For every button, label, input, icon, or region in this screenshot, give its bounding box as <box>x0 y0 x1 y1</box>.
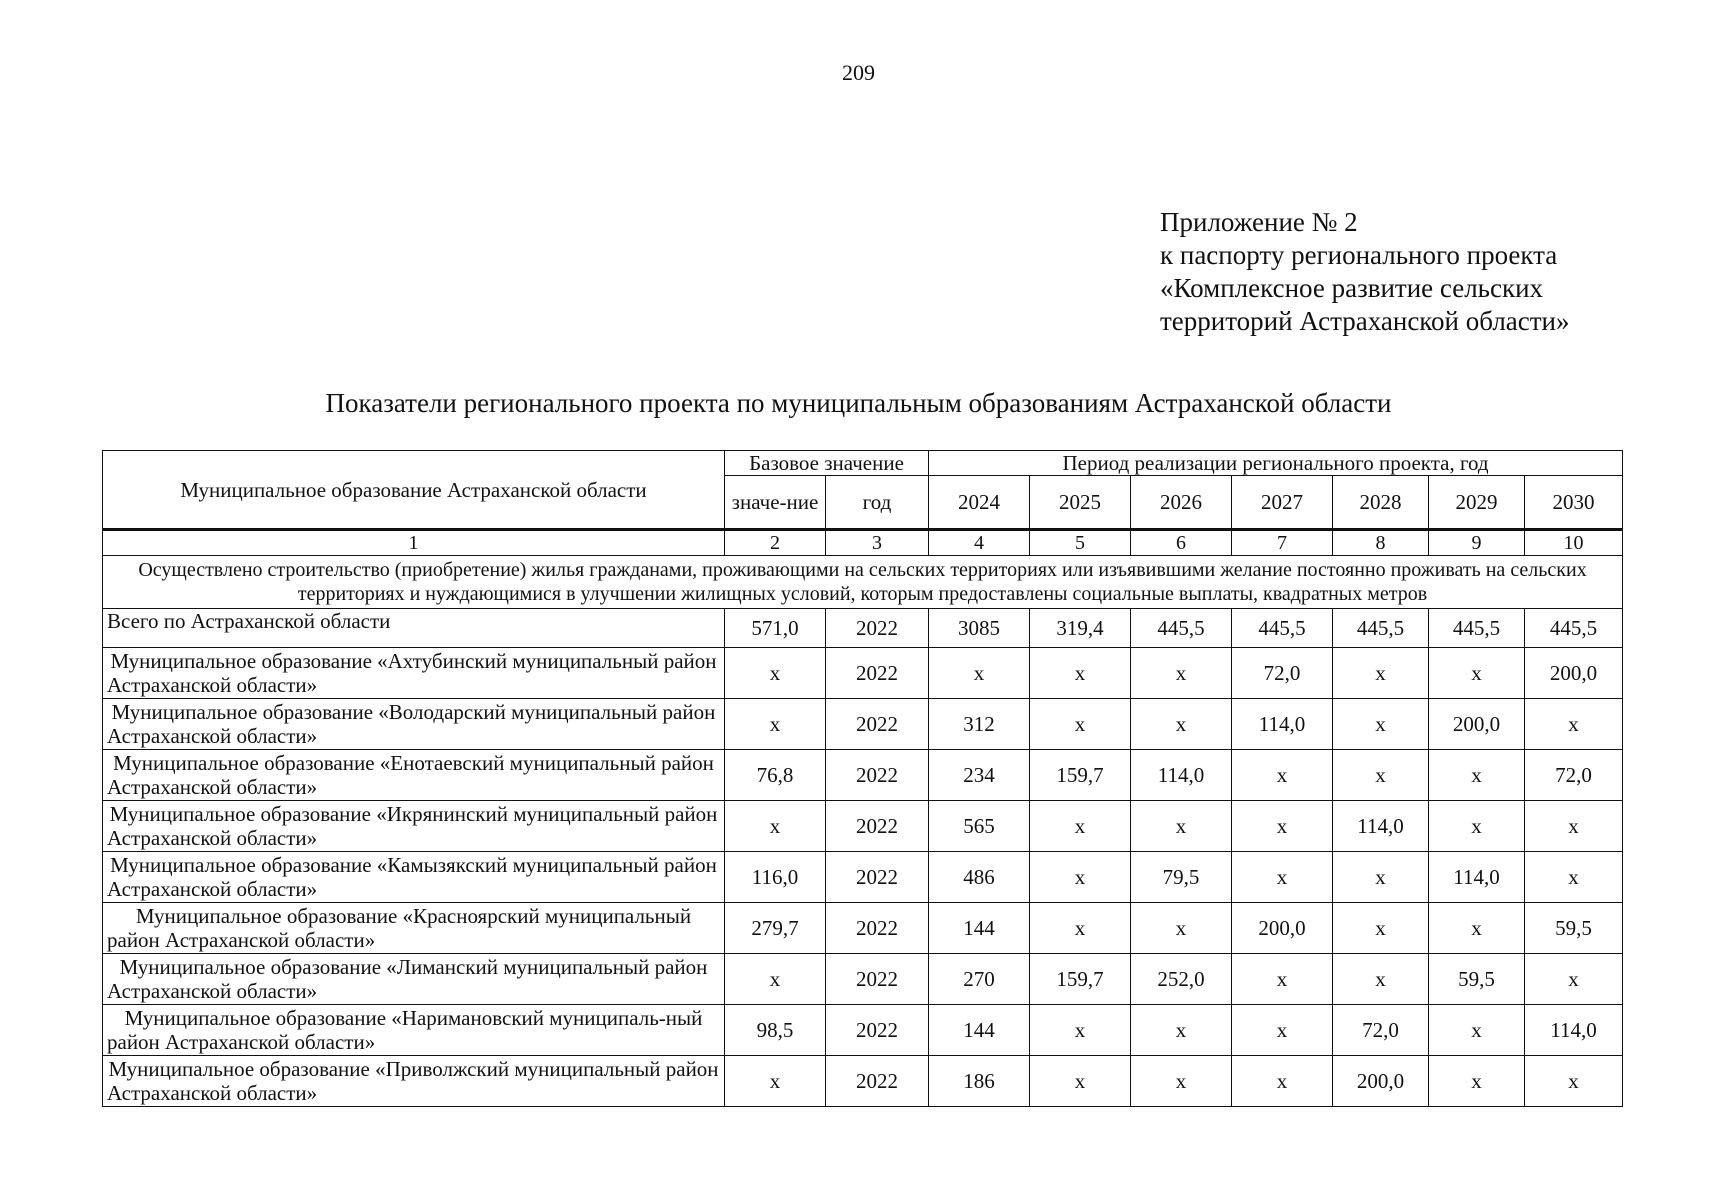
table-cell: 114,0 <box>1232 699 1333 750</box>
table-row <box>103 903 1623 954</box>
table-row <box>103 648 1623 699</box>
municipality-name: Муниципальное образование «Енотаевский муниципальный район Астраханской области» <box>103 750 725 801</box>
document-title: Показатели регионального проекта по муниципальным образованиям Астраханской области <box>325 388 1392 418</box>
table-cell: x <box>1429 1005 1525 1056</box>
table-cell: 445,5 <box>1429 609 1525 648</box>
column-number-row <box>103 530 1623 556</box>
municipality-name: Муниципальное образование «Икрянинский муниципальный район Астраханской области» <box>103 801 725 852</box>
table-cell: 144 <box>929 1005 1030 1056</box>
header-year-2030: 2030 <box>1525 476 1623 530</box>
table-cell: 2022 <box>826 1056 929 1107</box>
table-cell: 565 <box>929 801 1030 852</box>
table-row <box>103 801 1623 852</box>
table-cell: x <box>1232 954 1333 1005</box>
table-cell: 2022 <box>826 648 929 699</box>
table-cell: x <box>1232 750 1333 801</box>
column-number: 9 <box>1429 530 1525 556</box>
header-year-2026: 2026 <box>1131 476 1232 530</box>
appendix-line: к паспорту регионального проекта <box>1160 240 1558 270</box>
table-cell: x <box>1030 1005 1131 1056</box>
table-cell: 200,0 <box>1333 1056 1429 1107</box>
table-cell: x <box>1525 1056 1623 1107</box>
table-cell: 72,0 <box>1232 648 1333 699</box>
table-cell: 200,0 <box>1525 648 1623 699</box>
table-cell: x <box>1131 648 1232 699</box>
table-cell: x <box>725 954 826 1005</box>
column-number: 3 <box>826 530 929 556</box>
table-cell: x <box>725 699 826 750</box>
table-cell: 144 <box>929 903 1030 954</box>
appendix-line: Приложение № 2 <box>1160 207 1358 237</box>
table-cell: x <box>1030 903 1131 954</box>
municipality-name: Муниципальное образование «Ахтубинский муниципальный район Астраханской области» <box>103 648 725 699</box>
table-cell: 279,7 <box>725 903 826 954</box>
header-year-2029: 2029 <box>1429 476 1525 530</box>
table-cell: x <box>1333 648 1429 699</box>
table-cell: 114,0 <box>1131 750 1232 801</box>
table-cell: x <box>1232 1056 1333 1107</box>
table-cell: x <box>725 1056 826 1107</box>
municipality-name: Муниципальное образование «Приволжский муниципальный район Астраханской области» <box>103 1056 725 1107</box>
table-cell: 114,0 <box>1333 801 1429 852</box>
table-row <box>103 699 1623 750</box>
header-year-2027: 2027 <box>1232 476 1333 530</box>
column-number: 6 <box>1131 530 1232 556</box>
table-cell: 2022 <box>826 1005 929 1056</box>
column-number: 4 <box>929 530 1030 556</box>
indicators-table <box>102 450 1623 1107</box>
table-cell: 2022 <box>826 699 929 750</box>
table-cell: x <box>1333 903 1429 954</box>
table-row <box>103 750 1623 801</box>
header-base-value: Базовое значение <box>725 451 929 476</box>
column-number: 5 <box>1030 530 1131 556</box>
header-year-2024: 2024 <box>929 476 1030 530</box>
table-cell: 76,8 <box>725 750 826 801</box>
table-cell: 234 <box>929 750 1030 801</box>
header-year-2025: 2025 <box>1030 476 1131 530</box>
table-cell: x <box>929 648 1030 699</box>
table-cell: 200,0 <box>1429 699 1525 750</box>
table-cell: 312 <box>929 699 1030 750</box>
table-cell: x <box>1030 801 1131 852</box>
total-row <box>103 609 1623 648</box>
table-cell: x <box>1232 801 1333 852</box>
table-cell: 159,7 <box>1030 954 1131 1005</box>
table-cell: x <box>1333 954 1429 1005</box>
table-cell: 72,0 <box>1525 750 1623 801</box>
table-cell: 2022 <box>826 903 929 954</box>
table-cell: 2022 <box>826 609 929 648</box>
header-municipality: Муниципальное образование Астраханской области <box>103 451 725 530</box>
table-row <box>103 852 1623 903</box>
table-cell: x <box>1030 1056 1131 1107</box>
appendix-note <box>1160 206 1570 338</box>
table-cell: 2022 <box>826 852 929 903</box>
table-cell: 445,5 <box>1525 609 1623 648</box>
table-cell: x <box>1131 801 1232 852</box>
table-cell: x <box>1030 699 1131 750</box>
table-cell: x <box>1429 903 1525 954</box>
table-cell: 3085 <box>929 609 1030 648</box>
table-cell: x <box>1131 1056 1232 1107</box>
table-cell: 114,0 <box>1429 852 1525 903</box>
table-cell: 186 <box>929 1056 1030 1107</box>
table-cell: 200,0 <box>1232 903 1333 954</box>
column-number: 2 <box>725 530 826 556</box>
table-cell: x <box>1131 699 1232 750</box>
table-cell: x <box>1525 852 1623 903</box>
table-cell: x <box>1131 1005 1232 1056</box>
table-cell: x <box>1429 750 1525 801</box>
table-cell: x <box>1131 903 1232 954</box>
appendix-line: территорий Астраханской области» <box>1160 306 1570 336</box>
table-cell: 445,5 <box>1232 609 1333 648</box>
table-cell: 252,0 <box>1131 954 1232 1005</box>
table-cell: 270 <box>929 954 1030 1005</box>
table-cell: 79,5 <box>1131 852 1232 903</box>
table-cell: x <box>1525 954 1623 1005</box>
table-cell: x <box>1333 750 1429 801</box>
table-cell: x <box>1333 852 1429 903</box>
table-cell: 72,0 <box>1333 1005 1429 1056</box>
municipality-name: Муниципальное образование «Красноярский муниципальный район Астраханской области» <box>103 903 725 954</box>
municipality-name: Муниципальное образование «Лиманский муниципальный район Астраханской области» <box>103 954 725 1005</box>
header-period: Период реализации регионального проекта, год <box>929 451 1623 476</box>
table-cell: x <box>1525 801 1623 852</box>
section-row <box>103 556 1623 609</box>
table-cell: x <box>1429 648 1525 699</box>
table-cell: 486 <box>929 852 1030 903</box>
table-cell: x <box>1232 1005 1333 1056</box>
header-value: значе-ние <box>725 476 826 530</box>
table-cell: 319,4 <box>1030 609 1131 648</box>
municipality-name: Муниципальное образование «Наримановский муниципаль-ный район Астраханской области» <box>103 1005 725 1056</box>
table-cell: 445,5 <box>1333 609 1429 648</box>
header-year-2028: 2028 <box>1333 476 1429 530</box>
municipality-name: Муниципальное образование «Володарский муниципальный район Астраханской области» <box>103 699 725 750</box>
table-row <box>103 1056 1623 1107</box>
municipality-name: Муниципальное образование «Камызякский муниципальный район Астраханской области» <box>103 852 725 903</box>
table-cell: 2022 <box>826 801 929 852</box>
table-body <box>103 530 1623 1107</box>
section-title: Осуществлено строительство (приобретение) жилья гражданами, проживающими на сельских территориях или изъявившими желание постоянно проживать на сельских территориях и нуждающимися в улучшении жилищных условий, которым предоставлены социальные выплаты, квадратных метров <box>103 556 1623 609</box>
column-number: 10 <box>1525 530 1623 556</box>
column-number: 1 <box>103 530 725 556</box>
table-cell: x <box>1333 699 1429 750</box>
table-cell: x <box>725 648 826 699</box>
table-cell: x <box>1030 648 1131 699</box>
table-cell: x <box>1429 801 1525 852</box>
table-cell: x <box>725 801 826 852</box>
page-number: 209 <box>842 60 875 85</box>
table-cell: x <box>1525 699 1623 750</box>
table-cell: 445,5 <box>1131 609 1232 648</box>
table-cell: x <box>1429 1056 1525 1107</box>
table-cell: 571,0 <box>725 609 826 648</box>
table-cell: x <box>1030 852 1131 903</box>
table-cell: 114,0 <box>1525 1005 1623 1056</box>
municipality-name: Всего по Астраханской области <box>103 609 725 648</box>
appendix-line: «Комплексное развитие сельских <box>1160 273 1544 303</box>
column-number: 7 <box>1232 530 1333 556</box>
table-cell: x <box>1232 852 1333 903</box>
table-cell: 59,5 <box>1525 903 1623 954</box>
header-year: год <box>826 476 929 530</box>
table-cell: 159,7 <box>1030 750 1131 801</box>
column-number: 8 <box>1333 530 1429 556</box>
table-cell: 116,0 <box>725 852 826 903</box>
table-row <box>103 1005 1623 1056</box>
table-cell: 2022 <box>826 750 929 801</box>
table-row <box>103 954 1623 1005</box>
table-cell: 2022 <box>826 954 929 1005</box>
table-cell: 98,5 <box>725 1005 826 1056</box>
table-cell: 59,5 <box>1429 954 1525 1005</box>
